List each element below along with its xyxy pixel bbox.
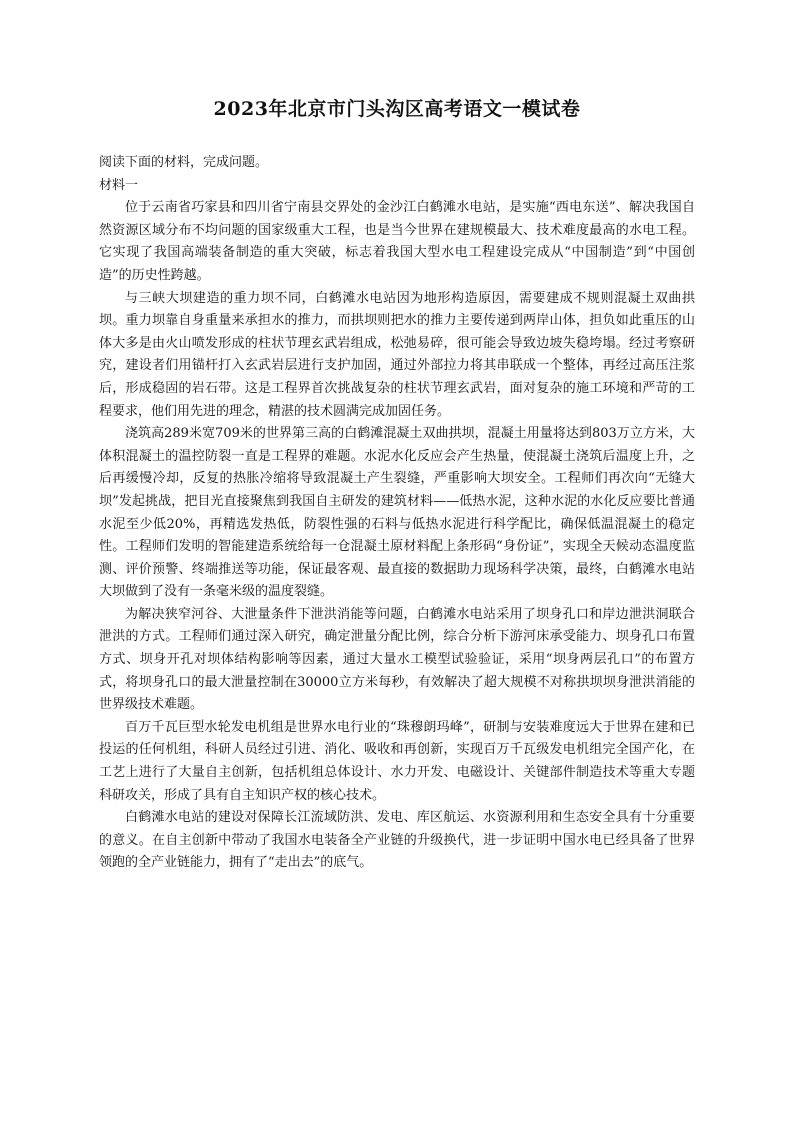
paragraph: 百万千瓦巨型水轮发电机组是世界水电行业的“珠穆朗玛峰”，研制与安装难度远大于世界在建和已投运的任何机组，科研人员经过引进、消化、吸收和再创新，实现百万千瓦级发电机组完全国产化，在工艺上进行了大量自主创新，包括机组总体设计、水力开发、电磁设计、关键部件制造技术等重大专题科研攻关，形成了具有自主知识产权的核心技术。 [99,719,695,803]
section-label: 材料一 [99,177,139,193]
paragraph: 与三峡大坝建造的重力坝不同，白鹤滩水电站因为地形构造原因，需要建成不规则混凝土双曲拱坝。重力坝靠自身重量来承担水的推力，而拱坝则把水的推力主要传递到两岸山体，担负如此重压的山体大多是由火山喷发形成的柱状节理玄武岩组成，松弛易碎，很可能会导致边坡失稳垮塌。经过考察研究，建设者们用锚杆打入玄武岩层进行支护加固，通过外部拉力将其串联成一个整体，再经过高压注浆后，形成稳固的岩石带。这是工程界首次挑战复杂的柱状节理玄武岩，面对复杂的施工环境和严苛的工程要求，他们用先进的理念，精湛的技术圆满完成加固任务。 [99,290,695,419]
paragraph: 为解决狭窄河谷、大泄量条件下泄洪消能等问题，白鹤滩水电站采用了坝身孔口和岸边泄洪洞联合泄洪的方式。工程师们通过深入研究，确定泄量分配比例，综合分析下游河床承受能力、坝身孔口布置方式、坝身开孔对坝体结构影响等因素，通过大量水工模型试验验证，采用“坝身两层孔口”的布置方式，将坝身孔口的最大泄量控制在30000立方米每秒，有效解决了超大规模不对称拱坝坝身泄洪消能的世界级技术难题。 [99,606,695,713]
paragraph: 浇筑高289米宽709米的世界第三高的白鹤滩混凝土双曲拱坝，混凝土用量将达到803万立方米，大体积混凝土的温控防裂一直是工程界的难题。水泥水化反应会产生热量，使混凝土浇筑后温度上升，之后再缓慢冷却，反复的热胀冷缩将导致混凝土产生裂缝，严重影响大坝安全。工程师们再次向“无缝大坝”发起挑战，把目光直接聚焦到我国自主研发的建筑材料——低热水泥，这种水泥的水化反应要比普通水泥至少低20%，再精选发热低，防裂性强的石料与低热水泥进行科学配比，确保低温混凝土的稳定性。工程师们发明的智能建造系统给每一仓混凝土原材料配上条形码“身份证”，实现全天候动态温度监测、评价预警、终端推送等功能，保证最客观、最直接的数据助力现场科学决策，最终，白鹤滩水电站大坝做到了没有一条毫米级的温度裂缝。 [99,426,695,600]
paragraph: 位于云南省巧家县和四川省宁南县交界处的金沙江白鹤滩水电站，是实施“西电东送”、解决我国自然资源区域分布不均问题的国家级重大工程，也是当今世界在建规模最大、技术难度最高的水电工程。它实现了我国高端装备制造的重大突破，标志着我国大型水电工程建设完成从“中国制造”到“中国创造”的历史性跨越。 [99,200,695,283]
paragraph: 白鹤滩水电站的建设对保障长江流域防洪、发电、库区航运、水资源利用和生态安全具有十分重要的意义。在自主创新中带动了我国水电装备全产业链的升级换代，进一步证明中国水电已经具备了世界领跑的全产业链能力，拥有了“走出去”的底气。 [99,810,695,871]
document-title: 2023年北京市门头沟区高考语文一模试卷 [213,98,581,120]
instruction-text: 阅读下面的材料，完成问题。 [99,155,269,170]
document-page [99,0,695,1123]
